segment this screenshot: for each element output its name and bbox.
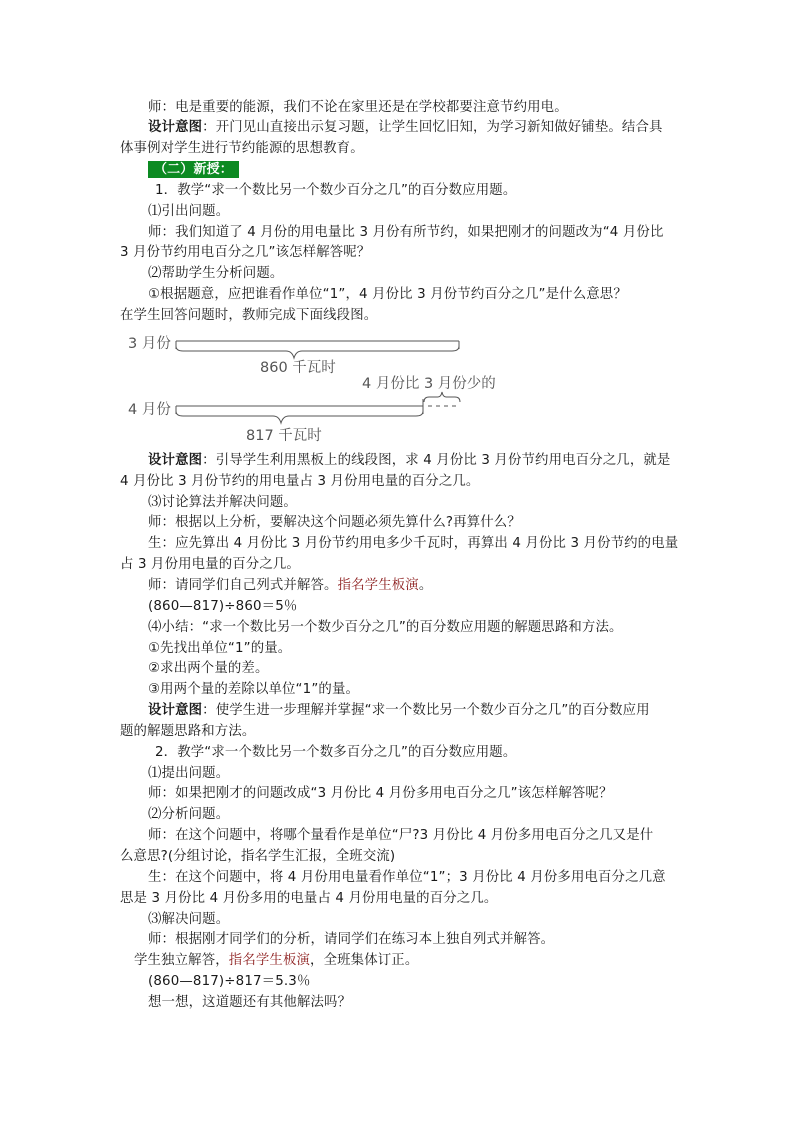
step-1-title: ⑴引出问题。 — [148, 204, 230, 219]
teacher-question-1-cont: 3 月份节约用电百分之几”该怎样解答呢？ — [120, 245, 371, 260]
student-activity — [134, 952, 418, 970]
march-value: 860 千瓦时 — [260, 360, 336, 376]
instruction-text: 师：请同学们自己列式并解答。 — [148, 578, 338, 593]
difference-label: 4 月份比 3 月份少的 — [362, 376, 496, 392]
student-answer-1-cont: 占 3 月份用电量的百分之几。 — [120, 557, 300, 572]
design-intent-text: ：开门见山直接出示复习题，让学生回忆旧知，为学习新知做好铺垫。结合具 — [202, 120, 663, 135]
step-2b-title: ⑵分析问题。 — [148, 807, 230, 822]
diagram-intro: 在学生回答问题时，教师完成下面线段图。 — [120, 308, 378, 323]
design-intent-3-cont: 题的解题思路和方法。 — [120, 724, 256, 739]
april-label: 4 月份 — [128, 402, 171, 418]
analysis-point-1: ①根据题意，应把谁看作单位“1”，4 月份比 3 月份节约百分之几”是什么意思？ — [148, 287, 627, 302]
design-intent-label: 设计意图 — [148, 453, 203, 468]
step-3b-title: ⑶解决问题。 — [148, 912, 230, 927]
design-intent-2 — [148, 452, 670, 470]
student-answer-2: 生：在这个问题中，将 4 月份用电量看作单位“1”；3 月份比 4 月份多用电百分之几意 — [148, 870, 666, 885]
difference-brace — [424, 392, 460, 402]
board-demo-note: 指名学生板演 — [337, 578, 419, 593]
design-intent-1-cont: 体事例对学生进行节约能源的思想教育。 — [120, 141, 364, 156]
board-demo-note: 指名学生板演 — [228, 953, 311, 968]
think-question: 想一想，这道题还有其他解法吗？ — [148, 995, 352, 1010]
teacher-question-4: 师：在这个问题中，将哪个量看作是单位“尸?3 月份比 4 月份多用电百分之几又是什 — [148, 828, 654, 843]
activity-text: 学生独立解答， — [134, 953, 229, 968]
step-2-title: ⑵帮助学生分析问题。 — [148, 266, 284, 281]
student-answer-1: 生：应先算出 4 月份比 3 月份节约用电多少千瓦时，再算出 4 月份比 3 月份节约的电量 — [148, 536, 679, 551]
march-label: 3 月份 — [128, 336, 171, 352]
student-answer-2-cont: 思是 3 月份比 4 月份多用的电量占 4 月份用电量的百分之几。 — [120, 891, 498, 906]
design-intent-label: 设计意图 — [148, 703, 203, 718]
section-tag: （二）新授： — [148, 161, 239, 178]
teaching-item-2: 2．教学“求一个数比另一个数多百分之几”的百分数应用题。 — [155, 745, 517, 760]
design-intent-2-cont: 4 月份比 3 月份节约的用电量占 3 月份用电量的百分之几。 — [120, 474, 480, 489]
teacher-instruction-1 — [148, 577, 432, 595]
formula-1: (860—817)÷860＝5％ — [148, 599, 298, 614]
design-intent-text: ：引导学生利用黑板上的线段图，求 4 月份比 3 月份节约用电百分之几，就是 — [202, 453, 671, 468]
step-4-summary: ⑷小结：“求一个数比另一个数少百分之几”的百分数应用题的解题思路和方法。 — [148, 620, 623, 635]
formula-2: (860—817)÷817＝5.3％ — [148, 974, 311, 989]
activity-end: ，全班集体订正。 — [310, 953, 419, 968]
step-1b-title: ⑴提出问题。 — [148, 766, 230, 781]
teacher-question-4-cont: 么意思?(分组讨论，指名学生汇报，全班交流) — [120, 849, 396, 864]
teaching-item-1: 1．教学“求一个数比另一个数少百分之几”的百分数应用题。 — [155, 183, 517, 198]
instruction-end: 。 — [418, 578, 433, 593]
april-brace — [176, 411, 423, 423]
teacher-question-1: 师：我们知道了 4 月份的用电量比 3 月份有所节约，如果把刚才的问题改为“4 月份比 — [148, 225, 664, 240]
teacher-question-3: 师：如果把刚才的问题改成“3 月份比 4 月份多用电百分之几”该怎样解答呢？ — [148, 786, 613, 801]
design-intent-3 — [148, 702, 650, 720]
april-segment — [176, 399, 423, 414]
design-intent-label: 设计意图 — [148, 120, 203, 135]
april-value: 817 千瓦时 — [246, 428, 322, 444]
teacher-instruction-2: 师：根据刚才同学们的分析，请同学们在练习本上独自列式并解答。 — [148, 932, 555, 947]
summary-point-3: ③用两个量的差除以单位“1”的量。 — [148, 682, 360, 697]
summary-point-1: ①先找出单位“1”的量。 — [148, 641, 292, 656]
design-intent-text: ：使学生进一步理解并掌握“求一个数比另一个数少百分之几”的百分数应用 — [202, 703, 650, 718]
march-brace — [176, 346, 459, 358]
march-segment — [176, 341, 459, 349]
step-3-title: ⑶讨论算法并解决问题。 — [148, 495, 297, 510]
teacher-question-2: 师：根据以上分析，要解决这个问题必须先算什么?再算什么？ — [148, 515, 521, 530]
summary-point-2: ②求出两个量的差。 — [148, 661, 269, 676]
teacher-line-energy: 师：电是重要的能源，我们不论在家里还是在学校都要注意节约用电。 — [148, 100, 568, 115]
